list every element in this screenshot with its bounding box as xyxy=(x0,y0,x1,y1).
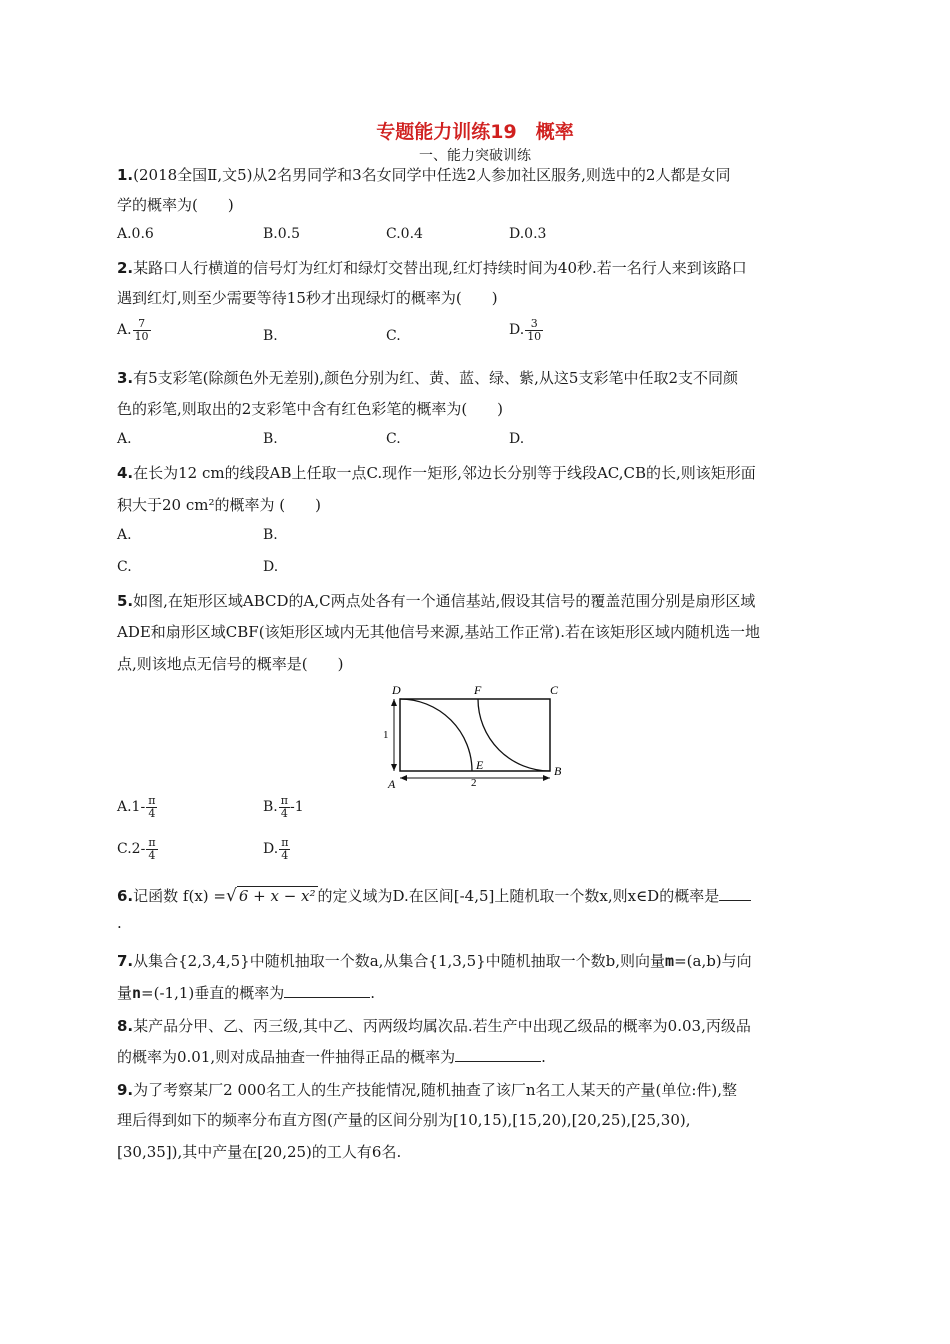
label-c: C xyxy=(550,683,559,697)
option-c: C.2- $\frac{\pi}{4}$ xyxy=(117,836,156,862)
question-text: 某路口人行横道的信号灯为红灯和绿灯交替出现,红灯持续时间为40秒.若一名行人来到该路口 xyxy=(133,259,747,277)
question-text: (2018全国Ⅱ,文5)从2名男同学和3名女同学中任选2人参加社区服务,则选中的2人都是女同 xyxy=(133,166,731,184)
question-text: 某产品分甲、乙、丙三级,其中乙、丙两级均属次品.若生产中出现乙级品的概率为0.03,丙级品 xyxy=(133,1017,751,1035)
question-number: 2. xyxy=(117,259,134,277)
fraction: $\frac{\pi}{4}$ xyxy=(280,794,288,820)
question-number: 5. xyxy=(117,592,134,610)
question-text-cont: 量n=(-1,1)垂直的概率为 . xyxy=(117,984,376,1002)
sqrt-symbol: √ xyxy=(225,886,237,906)
vector-n: n xyxy=(132,984,142,1002)
question-number: 8. xyxy=(117,1017,134,1035)
fraction: $\frac{\pi}{4}$ xyxy=(281,836,289,862)
question-4 xyxy=(117,462,756,483)
fraction: $\frac{\pi}{4}$ xyxy=(148,794,156,820)
option-a: A.1- $\frac{\pi}{4}$ xyxy=(117,794,156,820)
question-9 xyxy=(117,1079,737,1100)
answer-blank xyxy=(455,1047,541,1062)
option-d: D. xyxy=(263,559,279,575)
option-c: C.0.4 xyxy=(386,226,423,242)
question-7: 7.从集合{2,3,4,5}中随机抽取一个数a,从集合{1,3,5}中随机抽取一个数b,则向量m=(a,b)与向 xyxy=(117,952,752,970)
question-text-cont: 的定义域为D.在区间[-4,5]上随机取一个数x,则x∈D的概率是 xyxy=(317,887,720,905)
option-d: D. $\frac{3}{10}$ xyxy=(509,317,542,343)
question-text: 在长为12 cm的线段AB上任取一点C.现作一矩形,邻边长分别等于线段AC,CB的长,则该矩形面 xyxy=(133,464,756,482)
question-text-cont: 遇到红灯,则至少需要等待15秒才出现绿灯的概率为( ) xyxy=(117,289,498,307)
fraction: $\frac{\pi}{4}$ xyxy=(148,836,156,862)
question-text: 如图,在矩形区域ABCD的A,C两点处各有一个通信基站,假设其信号的覆盖范围分别是扇形区域 xyxy=(133,592,756,610)
question-text-cont: 积大于20 cm²的概率为 ( ) xyxy=(117,496,321,514)
option-a: A. xyxy=(117,527,132,543)
option-d: D. $\frac{\pi}{4}$ xyxy=(263,836,289,862)
option-c: C. xyxy=(386,328,401,344)
question-8 xyxy=(117,1015,751,1036)
question-text-cont: 色的彩笔,则取出的2支彩笔中含有红色彩笔的概率为( ) xyxy=(117,400,504,418)
question-number: 7. xyxy=(117,952,134,970)
radicand: 6 + x − x² xyxy=(238,887,316,905)
option-a: A. $\frac{7}{10}$ xyxy=(117,317,149,343)
question-number: 9. xyxy=(117,1081,134,1099)
question-number: 4. xyxy=(117,464,134,482)
question-number: 3. xyxy=(117,369,134,387)
question-text-cont: ADE和扇形区域CBF(该矩形区域内无其他信号来源,基站工作正常).若在该矩形区域内随机选一地 xyxy=(117,623,760,641)
answer-blank xyxy=(284,983,370,998)
label-d: D xyxy=(392,683,401,697)
question-text: 有5支彩笔(除颜色外无差别),颜色分别为红、黄、蓝、绿、紫,从这5支彩笔中任取2支不同颜 xyxy=(133,369,739,387)
question-number: 6. xyxy=(117,887,134,905)
question-3 xyxy=(117,367,738,388)
question-1 xyxy=(117,164,730,185)
page-title: 专题能力训练19 概率 xyxy=(376,121,574,143)
option-b: B. xyxy=(263,328,278,344)
fraction: $\frac{3}{10}$ xyxy=(527,317,542,343)
label-height: 1 xyxy=(383,729,389,741)
question-text: 为了考察某厂2 000名工人的生产技能情况,随机抽查了该厂n名工人某天的产量(单位:件),整 xyxy=(133,1081,738,1099)
label-width: 2 xyxy=(471,777,477,789)
option-a: A.0.6 xyxy=(117,226,154,242)
question-text-cont: [30,35]),其中产量在[20,25)的工人有6名. xyxy=(117,1143,402,1161)
option-b: B. xyxy=(263,431,278,447)
question-number: 1. xyxy=(117,166,134,184)
vector-m: m xyxy=(665,952,675,970)
question-6 xyxy=(117,885,751,906)
label-a: A xyxy=(388,777,396,790)
option-c: C. xyxy=(386,431,401,447)
answer-blank xyxy=(719,886,751,901)
label-e: E xyxy=(476,758,484,772)
label-b: B xyxy=(554,764,562,778)
option-d: D. xyxy=(509,431,525,447)
option-b: B.0.5 xyxy=(263,226,301,242)
option-b: B. $\frac{\pi}{4}$ -1 xyxy=(263,794,304,820)
question-text: 记函数 f(x) = xyxy=(133,887,226,905)
question-text-cont: 理后得到如下的频率分布直方图(产量的区间分别为[10,15),[15,20),[20,25),[25,30), xyxy=(117,1111,691,1129)
option-a: A. xyxy=(117,431,132,447)
option-b: B. xyxy=(263,527,278,543)
rectangle-sector-figure xyxy=(380,680,580,790)
fraction: $\frac{7}{10}$ xyxy=(134,317,149,343)
question-5 xyxy=(117,590,755,611)
question-text-cont: 的概率为0.01,则对成品抽查一件抽得正品的概率为 . xyxy=(117,1048,546,1066)
question-text: 从集合{2,3,4,5}中随机抽取一个数a,从集合{1,3,5}中随机抽取一个数b,则向量 xyxy=(133,952,666,970)
question-text-end: . xyxy=(117,914,122,932)
question-text-cont: 学的概率为( ) xyxy=(117,196,234,214)
option-c: C. xyxy=(117,559,132,575)
question-2 xyxy=(117,257,747,278)
label-f: F xyxy=(474,683,482,697)
question-text-cont: 点,则该地点无信号的概率是( ) xyxy=(117,655,344,673)
option-d: D.0.3 xyxy=(509,226,547,242)
section-heading: 一、能力突破训练 xyxy=(419,148,531,164)
